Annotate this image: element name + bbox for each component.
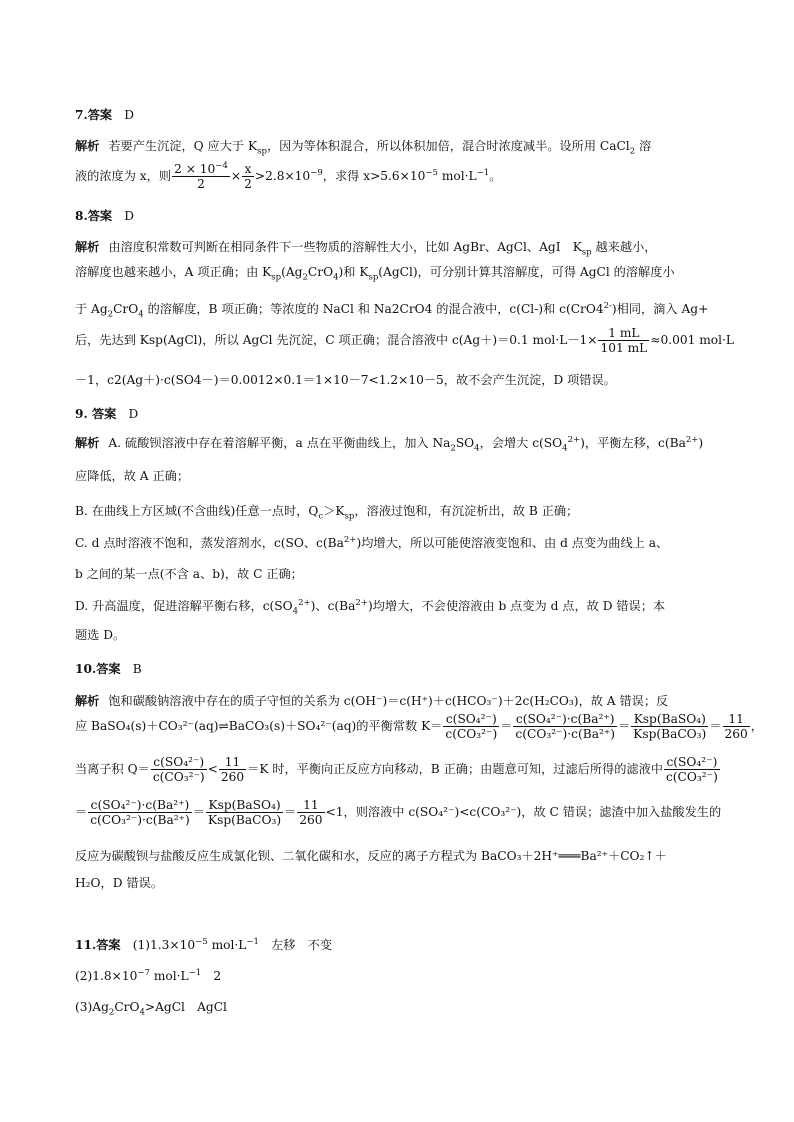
text-segment: c(CO₃²⁻) xyxy=(445,727,498,742)
text-segment: ＝ xyxy=(192,805,205,820)
text-segment: >2.8×10 xyxy=(254,169,311,184)
text-segment: ) xyxy=(698,436,704,450)
q9-analysis-line1 xyxy=(75,434,704,454)
text-segment: 1 mL xyxy=(598,326,649,341)
text-segment: 饱和碳酸钠溶液中存在的质子守恒的关系为 c(OH⁻)＝c(H⁺)＋c(HCO₃⁻)＋2c(H₂CO₃)，故 A 错误；反 xyxy=(108,694,669,708)
q10-analysis-line4 xyxy=(75,798,721,827)
text-segment: 4 xyxy=(292,606,299,617)
q9-analysis-line3 xyxy=(75,502,579,522)
text-segment: c(CO₃²⁻)·c(Ba²⁺) xyxy=(515,727,616,742)
text-segment: 溶解度也越来越小，A 项正确；由 K xyxy=(75,265,272,279)
text-segment: ，求得 x>5.6×10 xyxy=(322,169,426,184)
q9-analysis-line7 xyxy=(75,626,125,643)
text-segment: A. 硫酸钡溶液中存在着溶解平衡，a 点在平衡曲线上，加入 Na xyxy=(108,436,451,450)
text-segment: D xyxy=(124,209,135,223)
text-segment: 7.答案 xyxy=(75,108,113,122)
q9-analysis-line2 xyxy=(75,467,189,484)
fraction xyxy=(723,712,750,741)
text-segment: 2 xyxy=(197,177,205,192)
fraction xyxy=(206,798,283,827)
text-segment: D xyxy=(124,108,135,122)
q10-analysis-line1 xyxy=(75,692,668,709)
text-segment: ＝K 时，平衡向正反应方向移动，B 正确；由题意可知，过滤后所得的滤液中 xyxy=(247,762,663,777)
text-segment: 8.答案 xyxy=(75,209,113,223)
text-segment: sp xyxy=(271,272,282,283)
text-segment: 2+ xyxy=(343,534,357,545)
q9-analysis-line6 xyxy=(75,597,666,617)
text-segment: c(SO₄²⁻)·c(Ba²⁺) xyxy=(88,798,192,813)
text-segment: H₂O，D 错误。 xyxy=(75,876,163,890)
text-segment: CrO xyxy=(307,265,334,279)
text-segment: 260 xyxy=(724,727,748,742)
text-segment: D xyxy=(128,407,139,421)
text-segment: c(SO₄²⁻) xyxy=(664,755,720,770)
q7-answer xyxy=(75,106,134,123)
text-segment: >AgCl AgCl xyxy=(144,1000,227,1014)
fraction xyxy=(219,755,246,784)
text-segment: −4 xyxy=(215,160,228,171)
q8-analysis-line4 xyxy=(75,326,734,355)
text-segment: × xyxy=(230,169,242,184)
text-segment: Ksp(BaSO₄) xyxy=(206,798,283,813)
text-segment: )，平衡左移，c(Ba xyxy=(580,436,686,450)
text-segment: Ksp(BaCO₃) xyxy=(207,813,282,828)
text-segment: 解析 xyxy=(75,436,100,450)
text-segment: 2 xyxy=(107,309,114,320)
text-segment: 2+ xyxy=(685,434,699,445)
fraction xyxy=(297,798,324,827)
text-segment: －1，c2(Ag＋)·c(SO4－)＝0.0012×0.1＝1×10－7<1.2×10－5，故不会产生沉淀，D 项错误。 xyxy=(75,373,616,387)
text-segment: 的溶解度，B 项正确；等浓度的 NaCl 和 Na2CrO4 的混合液中，c(Cl-)和 c(CrO4 xyxy=(143,302,604,316)
text-segment: 2+ xyxy=(298,597,311,608)
text-segment: ＞K xyxy=(323,504,345,518)
fraction xyxy=(664,755,720,784)
text-segment: ＝ xyxy=(75,805,88,820)
text-segment: CrO xyxy=(113,302,139,316)
text-segment: )均增大，所以可能使溶液变饱和、由 d 点变为曲线上 a、 xyxy=(356,536,669,550)
text-segment: ，溶液过饱和，有沉淀析出，故 B 正确； xyxy=(354,504,579,518)
text-segment: mol·L xyxy=(437,169,477,184)
text-segment: )和 K xyxy=(338,265,369,279)
text-segment: B. 在曲线上方区域(不含曲线)任意一点时，Q xyxy=(75,504,319,518)
text-segment: SO xyxy=(455,436,475,450)
text-segment: 4 xyxy=(333,272,339,283)
text-segment: 解析 xyxy=(75,139,100,153)
q11-answer-part2 xyxy=(75,967,221,984)
q11-answer-part1 xyxy=(75,936,332,953)
text-segment: 9. 答案 xyxy=(75,407,117,421)
text-segment: )相同，滴入 Ag+ xyxy=(611,302,709,316)
q10-analysis-line6 xyxy=(75,874,163,891)
text-segment: D. 升高温度，促进溶解平衡右移，c(SO xyxy=(75,599,293,613)
text-segment: 应降低，故 A 正确； xyxy=(75,469,190,483)
text-segment: 2 xyxy=(244,177,252,192)
text-segment: ＝ xyxy=(618,719,631,734)
text-segment: ＝ xyxy=(500,719,513,734)
text-segment: ≈0.001 mol·L xyxy=(650,333,734,348)
text-segment: 。 xyxy=(489,169,502,184)
fraction xyxy=(151,755,207,784)
text-segment: −1 xyxy=(246,936,259,947)
text-segment: b 之间的某一点(不含 a、b)，故 C 正确； xyxy=(75,567,303,581)
q9-analysis-line5 xyxy=(75,565,303,582)
text-segment: 解析 xyxy=(75,240,100,254)
text-segment: (1)1.3×10 xyxy=(132,938,196,952)
text-segment: −9 xyxy=(310,167,323,178)
text-segment: c(SO₄²⁻)·c(Ba²⁺) xyxy=(513,712,617,727)
text-segment: 左移 不变 xyxy=(258,938,333,952)
fraction xyxy=(88,798,192,827)
q10-analysis-line3 xyxy=(75,755,721,784)
text-segment: (Ag xyxy=(281,265,303,279)
fraction xyxy=(631,712,708,741)
text-segment: 4 xyxy=(474,443,480,454)
text-segment: 10.答案 xyxy=(75,662,121,676)
text-segment: 若要产生沉淀，Q 应大于 K xyxy=(108,139,258,153)
text-segment: 题选 D。 xyxy=(75,628,126,642)
fraction xyxy=(242,162,254,191)
text-segment: c(CO₃²⁻) xyxy=(665,770,718,785)
text-segment: sp xyxy=(581,247,592,258)
text-segment: (3)Ag xyxy=(75,1000,109,1014)
text-segment: sp xyxy=(368,272,379,283)
text-segment: 260 xyxy=(220,770,245,785)
text-segment: 反应为碳酸钡与盐酸反应生成氯化钡、二氧化碳和水，反应的离子方程式为 BaCO₃＋2H⁺═══Ba²⁺＋CO₂↑＋ xyxy=(75,849,667,863)
text-segment: c xyxy=(318,511,324,522)
text-segment: 11 xyxy=(723,712,750,727)
text-segment: c(SO₄²⁻) xyxy=(151,755,207,770)
q7-analysis-line1 xyxy=(75,137,652,157)
text-segment: 解析 xyxy=(75,694,100,708)
q8-answer xyxy=(75,207,134,224)
text-segment: c(SO₄²⁻) xyxy=(443,712,499,727)
text-segment: 越来越小， xyxy=(591,240,657,254)
text-segment: c(CO₃²⁻) xyxy=(152,770,205,785)
text-segment: 于 Ag xyxy=(75,302,108,316)
text-segment: 4 xyxy=(139,1007,145,1018)
text-segment: −1 xyxy=(476,167,490,178)
q7-analysis-line2 xyxy=(75,162,501,191)
text-segment: 4 xyxy=(138,309,144,320)
text-segment: 溶 xyxy=(635,139,652,153)
text-segment: )均增大，不会使溶液由 b 点变为 d 点，故 D 错误；本 xyxy=(367,599,666,613)
text-segment: ， xyxy=(750,719,763,734)
text-segment: 后，先达到 Ksp(AgCl)，所以 AgCl 先沉淀，C 项正确；混合溶液中 c(Ag＋)＝0.1 mol·L－1× xyxy=(75,333,598,348)
q10-analysis-line5 xyxy=(75,847,667,864)
q9-answer xyxy=(75,405,138,422)
text-segment: 4 xyxy=(562,443,568,454)
text-segment: C. d 点时溶液不饱和，蒸发溶剂水，c(SO、c(Ba xyxy=(75,536,344,550)
text-segment: 液的浓度为 x，则 xyxy=(75,169,172,184)
text-segment: <1，则溶液中 c(SO₄²⁻)<c(CO₃²⁻)，故 C 错误；滤渣中加入盐酸发生的 xyxy=(325,805,722,820)
q8-analysis-line1 xyxy=(75,238,657,258)
text-segment: 11 xyxy=(219,755,246,770)
text-segment: 2 xyxy=(302,272,308,283)
text-segment: )、c(Ba xyxy=(310,599,356,613)
text-segment: 11.答案 xyxy=(75,938,121,952)
text-segment: < xyxy=(207,762,218,777)
text-segment: 2 xyxy=(108,1007,115,1018)
fraction xyxy=(172,162,230,191)
text-segment: x xyxy=(242,162,254,177)
text-segment: 应 BaSO₄(s)＋CO₃²⁻(aq)⇌BaCO₃(s)＋SO₄²⁻(aq)的平衡常数 K＝ xyxy=(75,719,443,734)
text-segment: 2 xyxy=(201,969,222,983)
text-segment: ＝ xyxy=(709,719,722,734)
q10-answer xyxy=(75,660,142,677)
text-segment: 260 xyxy=(299,813,323,828)
q8-analysis-line3 xyxy=(75,300,709,320)
text-segment: 11 xyxy=(297,798,324,813)
text-segment: 2 × 10 xyxy=(174,162,216,176)
text-segment: CrO xyxy=(114,1000,140,1014)
fraction xyxy=(513,712,617,741)
text-segment: mol·L xyxy=(207,938,247,952)
text-segment: ，会增大 c(SO xyxy=(479,436,563,450)
q8-analysis-line5 xyxy=(75,371,616,388)
text-segment: 2 xyxy=(629,146,636,157)
text-segment: ，因为等体积混合，所以体积加倍，混合时浓度减半。设所用 CaCl xyxy=(266,139,630,153)
text-segment: B xyxy=(132,662,142,676)
text-segment: 2+ xyxy=(567,434,581,445)
fraction xyxy=(598,326,649,355)
text-segment: 由溶度积常数可判断在相同条件下一些物质的溶解性大小，比如 AgBr、AgCl、AgI K xyxy=(108,240,582,254)
text-segment: c(CO₃²⁻)·c(Ba²⁺) xyxy=(90,813,190,828)
q8-analysis-line2 xyxy=(75,263,675,283)
text-segment: −7 xyxy=(137,967,150,978)
text-segment: 2- xyxy=(603,300,612,311)
text-segment: 2+ xyxy=(355,597,368,608)
text-segment: (2)1.8×10 xyxy=(75,969,138,983)
text-segment: 101 mL xyxy=(600,341,648,356)
text-segment: −5 xyxy=(425,167,438,178)
text-segment: 当离子积 Q＝ xyxy=(75,762,150,777)
fraction xyxy=(443,712,499,741)
q9-analysis-line4 xyxy=(75,534,668,551)
text-segment: sp xyxy=(257,146,267,157)
text-segment: −5 xyxy=(195,936,208,947)
q11-answer-part3 xyxy=(75,998,227,1018)
text-segment: (AgCl)，可分别计算其溶解度，可得 AgCl 的溶解度小 xyxy=(378,265,675,279)
text-segment: ＝ xyxy=(284,805,297,820)
text-segment: Ksp(BaCO₃) xyxy=(633,727,707,742)
text-segment: 2 xyxy=(450,443,456,454)
q10-analysis-line2 xyxy=(75,712,763,741)
text-segment: −1 xyxy=(188,967,202,978)
text-segment: mol·L xyxy=(149,969,189,983)
text-segment: sp xyxy=(344,511,355,522)
text-segment: Ksp(BaSO₄) xyxy=(631,712,708,727)
